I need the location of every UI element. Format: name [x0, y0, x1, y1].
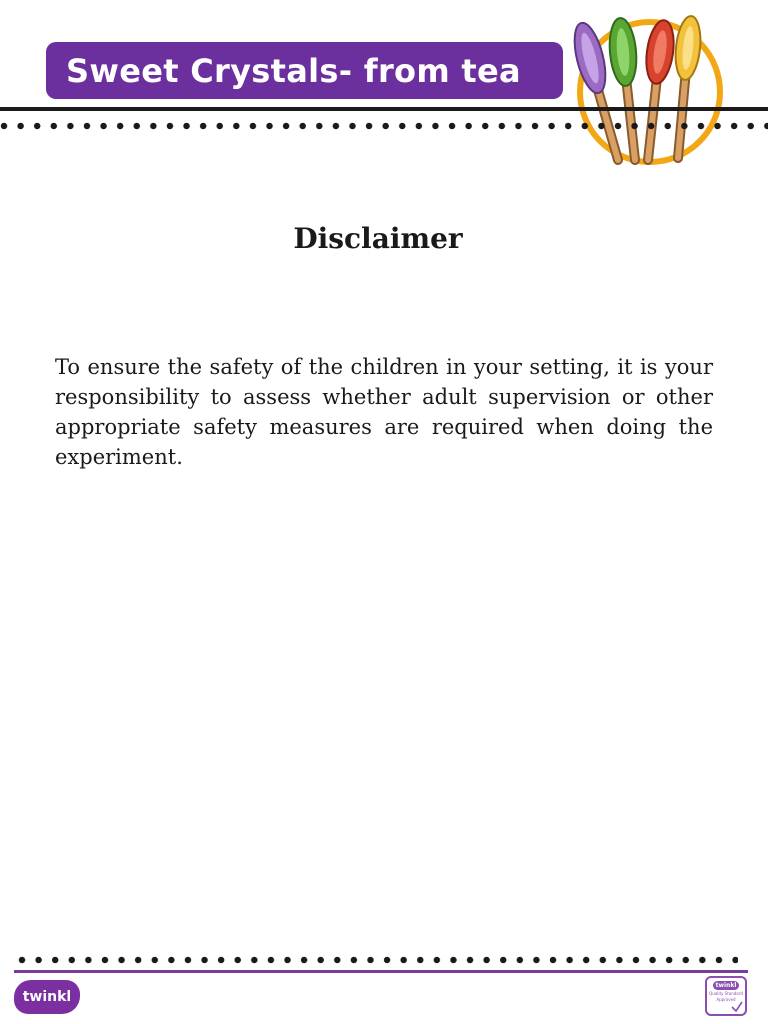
disclaimer-paragraph: To ensure the safety of the children in your setting, it is your responsibility to assess whether adult supervision or other appropriate safety measures are required when doing the experiment.	[55, 355, 713, 469]
twinkl-logo[interactable]	[14, 980, 80, 1014]
title-banner	[46, 42, 563, 99]
badge-brand: twinkl	[713, 981, 740, 990]
checkmark-icon	[731, 1001, 743, 1013]
badge-line-1: Quality Standard	[709, 991, 743, 996]
rock-candy-sticks-illustration	[568, 10, 728, 168]
header-dotted-border	[0, 122, 768, 130]
candy-stick-yellow	[673, 15, 704, 158]
footer-divider-line	[14, 970, 748, 973]
quality-standard-badge	[705, 976, 747, 1016]
footer-dotted-border	[18, 956, 738, 964]
candy-stick-red	[643, 19, 678, 160]
badge-line-2: Approved	[716, 997, 736, 1002]
twinkl-logo-text: twinkl	[22, 989, 72, 1005]
header-divider-line	[0, 107, 768, 111]
page-title: Sweet Crystals- from tea	[66, 51, 521, 90]
disclaimer-heading: Disclaimer	[293, 222, 463, 255]
